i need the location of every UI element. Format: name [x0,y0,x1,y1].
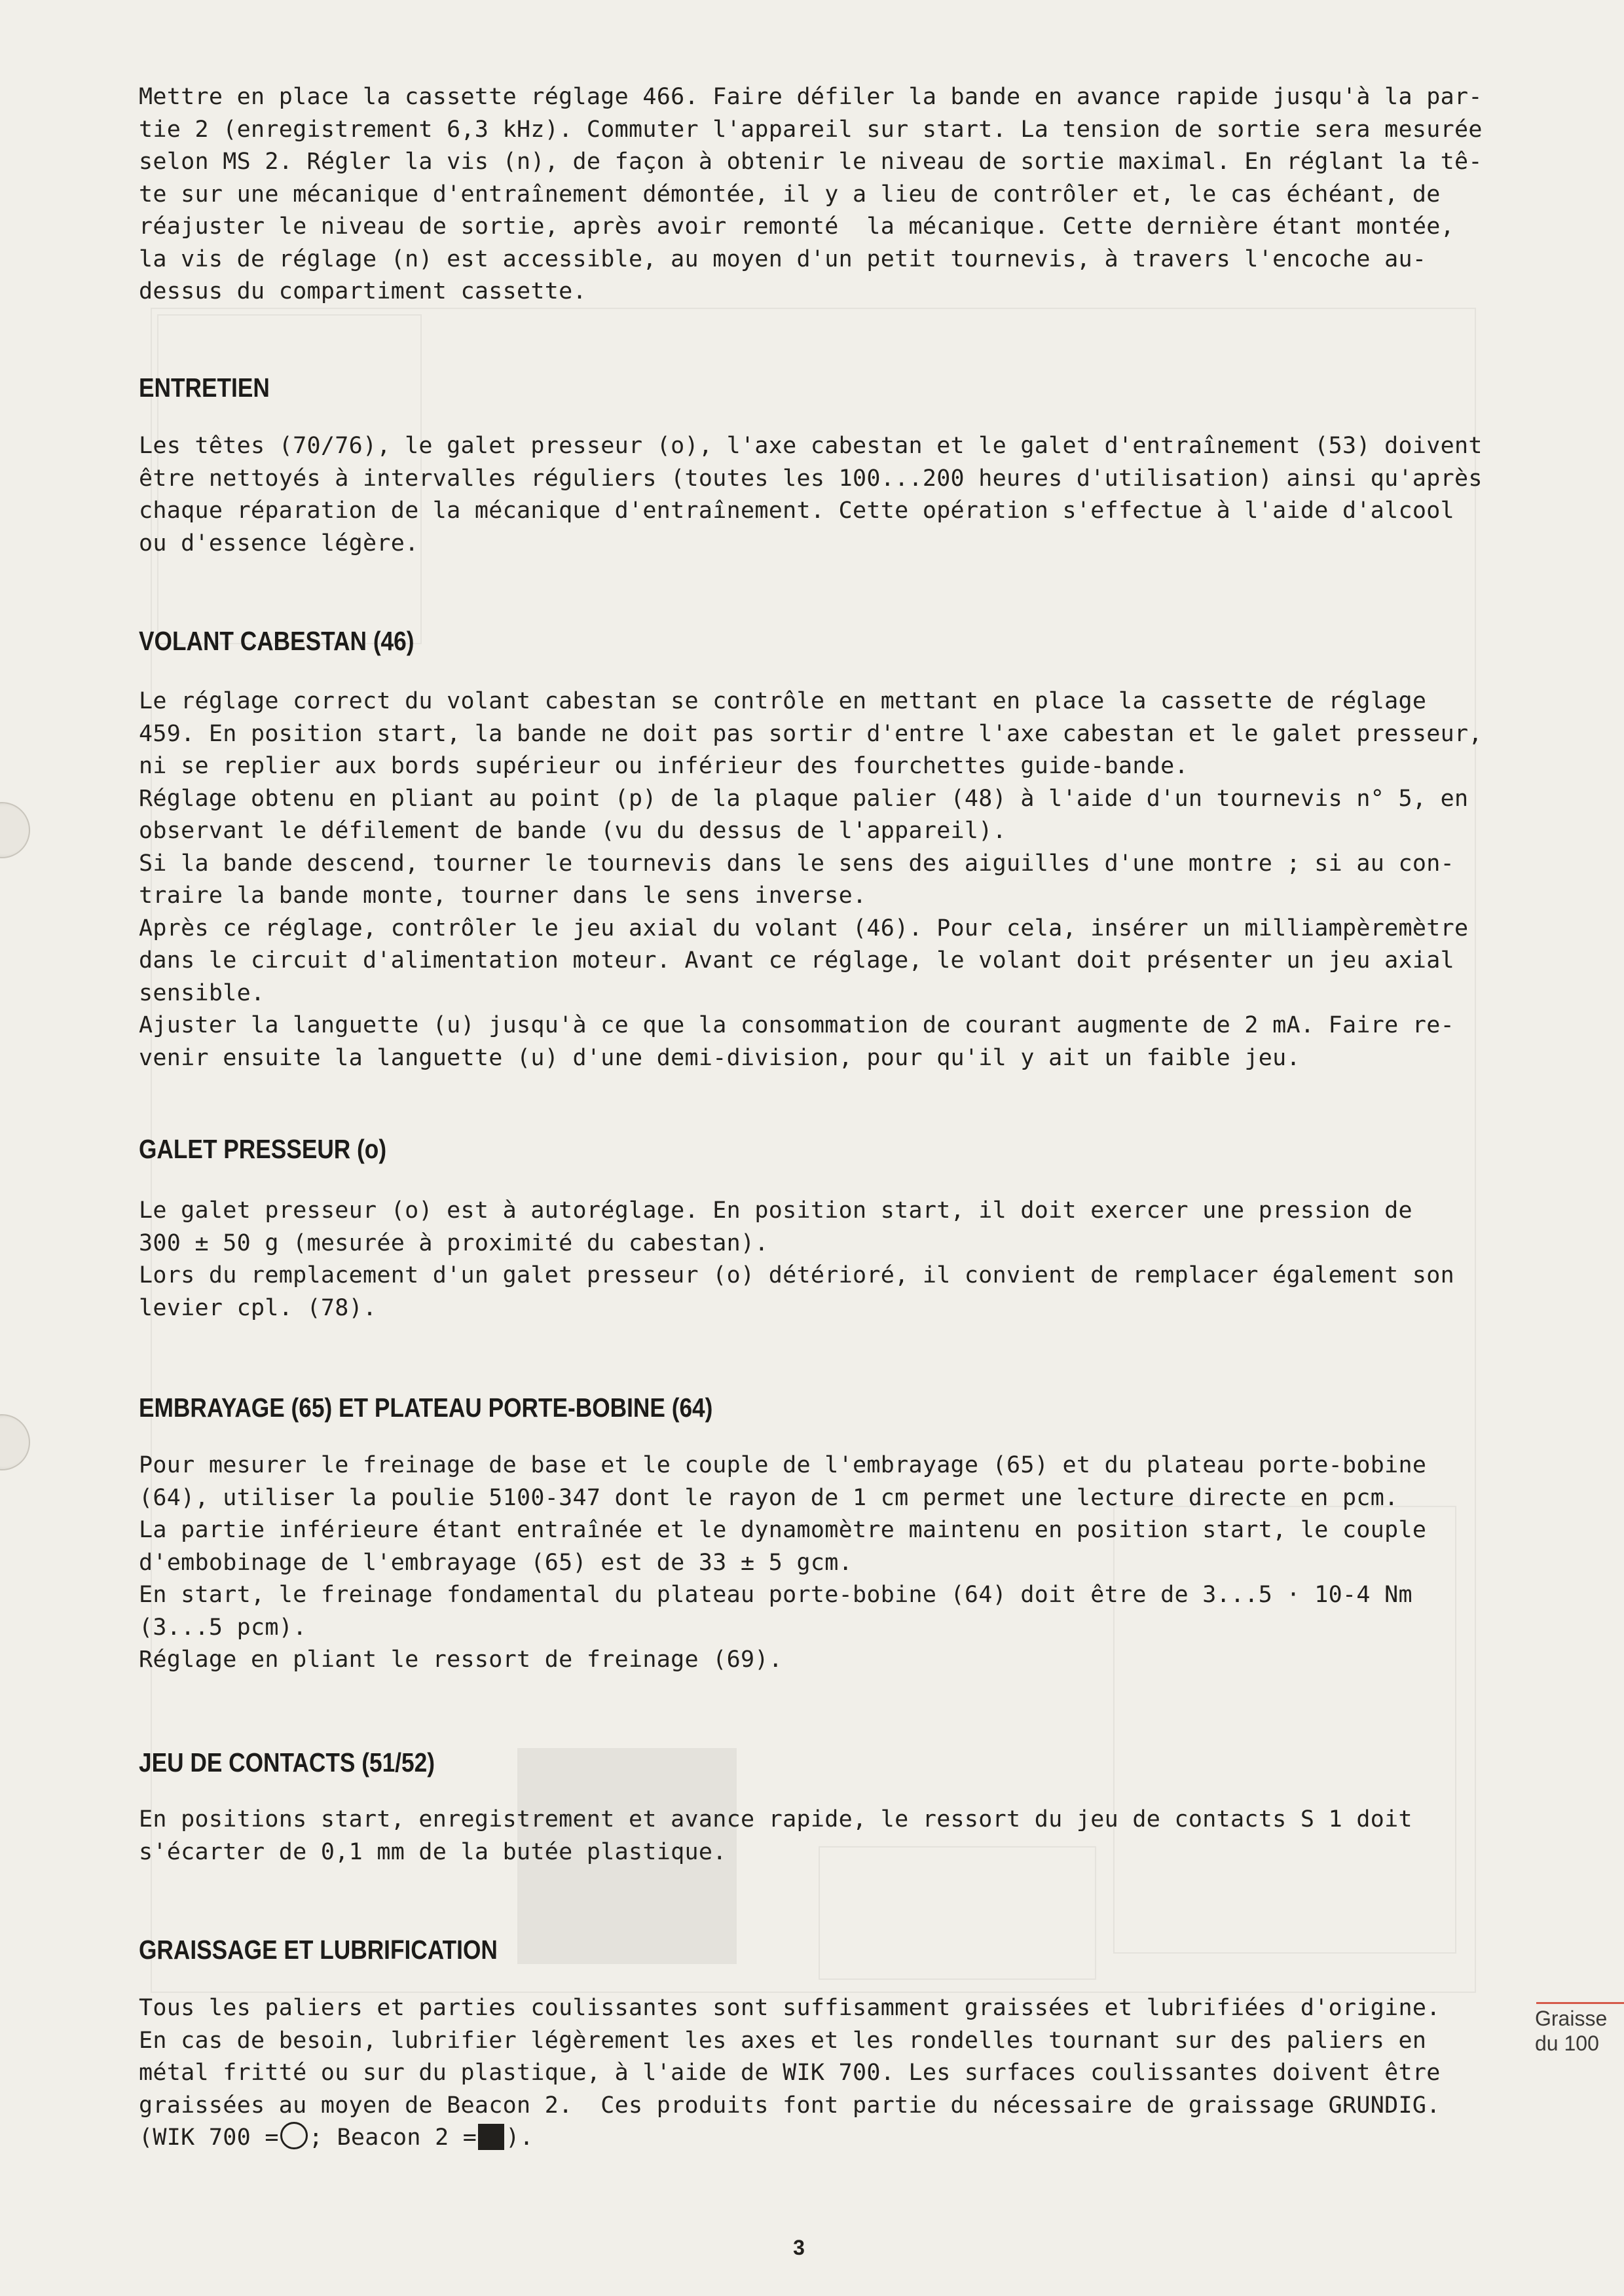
side-note-line-1: Graisse [1535,2007,1608,2030]
text-line: Mettre en place la cassette réglage 466. Faire défiler la bande en avance rapide jusqu'à la par- [139,84,1483,110]
text-line: En start, le freinage fondamental du plateau porte-bobine (64) doit être de 3...5 · 10-4 Nm [139,1582,1412,1608]
side-note-rule [1536,2002,1624,2004]
text-line: (64), utiliser la poulie 5100-347 dont le rayon de 1 cm permet une lecture directe en pcm. [139,1484,1399,1511]
text-line: s'écarter de 0,1 mm de la butée plastique. [139,1838,727,1865]
text-line: te sur une mécanique d'entraînement démontée, il y a lieu de contrôler et, le cas échéant, de [139,181,1441,208]
text-line: (3...5 pcm). [139,1614,307,1641]
beacon-2-square-icon [478,2124,504,2150]
text-line: Si la bande descend, tourner le tournevis dans le sens des aiguilles d'une montre ; si au con- [139,850,1454,877]
text-line: dans le circuit d'alimentation moteur. Avant ce réglage, le volant doit présenter un jeu axial [139,947,1454,974]
intro-paragraph [139,81,1553,308]
text-line: tie 2 (enregistrement 6,3 kHz). Commuter l'appareil sur start. La tension de sortie sera mesurée [139,116,1483,143]
text-line: En positions start, enregistrement et avance rapide, le ressort du jeu de contacts S 1 doit [139,1806,1412,1832]
section-body-graissage [139,1992,1553,2155]
text-line: 459. En position start, la bande ne doit pas sortir d'entre l'axe cabestan et le galet presseur, [139,720,1483,747]
text-line: selon MS 2. Régler la vis (n), de façon à obtenir le niveau de sortie maximal. En réglant la tê- [139,149,1483,175]
text-line: Tous les paliers et parties coulissantes sont suffisamment graissées et lubrifiées d'origine. [139,1995,1441,2021]
section-body-jeu-de-contacts [139,1804,1553,1868]
side-note-line-2: du 100 [1535,2032,1599,2055]
text-line: dessus du compartiment cassette. [139,278,587,304]
text-line: Pour mesurer le freinage de base et le couple de l'embrayage (65) et du plateau porte-bobine [139,1452,1427,1478]
section-heading-galet-presseur: GALET PRESSEUR (o) [139,1134,387,1164]
wik-700-circle-icon [280,2122,308,2149]
section-heading-embrayage: EMBRAYAGE (65) ET PLATEAU PORTE-BOBINE (64) [139,1393,713,1423]
text-line: graissées au moyen de Beacon 2. Ces produits font partie du nécessaire de graissage GRUNDIG. [139,2092,1441,2119]
text-line: Le réglage correct du volant cabestan se contrôle en mettant en place la cassette de réglage [139,688,1427,714]
text-line: la vis de réglage (n) est accessible, au moyen d'un petit tournevis, à travers l'encoche au- [139,246,1427,272]
punch-hole [0,1414,30,1470]
section-heading-graissage: GRAISSAGE ET LUBRIFICATION [139,1935,498,1965]
text-line: Lors du remplacement d'un galet presseur (o) détérioré, il convient de remplacer également son [139,1262,1454,1288]
text-line: levier cpl. (78). [139,1294,377,1321]
text-line: d'embobinage de l'embrayage (65) est de 33 ± 5 gcm. [139,1549,853,1576]
text-line: être nettoyés à intervalles réguliers (toutes les 100...200 heures d'utilisation) ainsi qu'après [139,465,1483,492]
text-line: observant le défilement de bande (vu du dessus de l'appareil). [139,818,1007,844]
lubricant-legend [139,2122,1553,2155]
legend-middle: ; Beacon 2 = [308,2124,477,2151]
text-line: venir ensuite la languette (u) d'une demi-division, pour qu'il y ait un faible jeu. [139,1044,1301,1071]
text-line: En cas de besoin, lubrifier légèrement les axes et les rondelles tournant sur des paliers en [139,2027,1427,2054]
text-line: Réglage obtenu en pliant au point (p) de la plaque palier (48) à l'aide d'un tournevis n° 5, en [139,785,1469,812]
text-line: ni se replier aux bords supérieur ou inférieur des fourchettes guide-bande. [139,753,1189,779]
text-line: métal fritté ou sur du plastique, à l'aide de WIK 700. Les surfaces coulissantes doivent être [139,2060,1441,2086]
punch-hole [0,802,30,858]
text-line: Les têtes (70/76), le galet presseur (o), l'axe cabestan et le galet d'entraînement (53) doivent [139,433,1483,459]
legend-suffix: ). [506,2124,534,2151]
legend-prefix: (WIK 700 = [139,2124,279,2151]
section-heading-entretien: ENTRETIEN [139,373,270,403]
text-line: Le galet presseur (o) est à autoréglage. En position start, il doit exercer une pression de [139,1197,1412,1224]
section-body-embrayage [139,1449,1553,1677]
section-heading-volant-cabestan: VOLANT CABESTAN (46) [139,626,415,656]
text-line: La partie inférieure étant entraînée et le dynamomètre maintenu en position start, le couple [139,1517,1427,1543]
text-line: Ajuster la languette (u) jusqu'à ce que la consommation de courant augmente de 2 mA. Faire re- [139,1012,1454,1038]
text-line: chaque réparation de la mécanique d'entraînement. Cette opération s'effectue à l'aide d'alcool [139,498,1454,524]
text-line: sensible. [139,979,265,1006]
text-line: traire la bande monte, tourner dans le sens inverse. [139,883,867,909]
section-body-volant-cabestan [139,685,1553,1074]
section-heading-jeu-de-contacts: JEU DE CONTACTS (51/52) [139,1747,435,1777]
section-body-entretien [139,430,1553,560]
text-line: Réglage en pliant le ressort de freinage (69). [139,1647,783,1673]
page-number: 3 [793,2236,805,2259]
text-line: Après ce réglage, contrôler le jeu axial du volant (46). Pour cela, insérer un milliampèremètre [139,915,1469,941]
text-line: réajuster le niveau de sortie, après avoir remonté la mécanique. Cette dernière étant montée, [139,213,1454,240]
text-line: 300 ± 50 g (mesurée à proximité du cabestan). [139,1230,769,1256]
section-body-galet-presseur [139,1195,1553,1324]
text-line: ou d'essence légère. [139,530,419,556]
